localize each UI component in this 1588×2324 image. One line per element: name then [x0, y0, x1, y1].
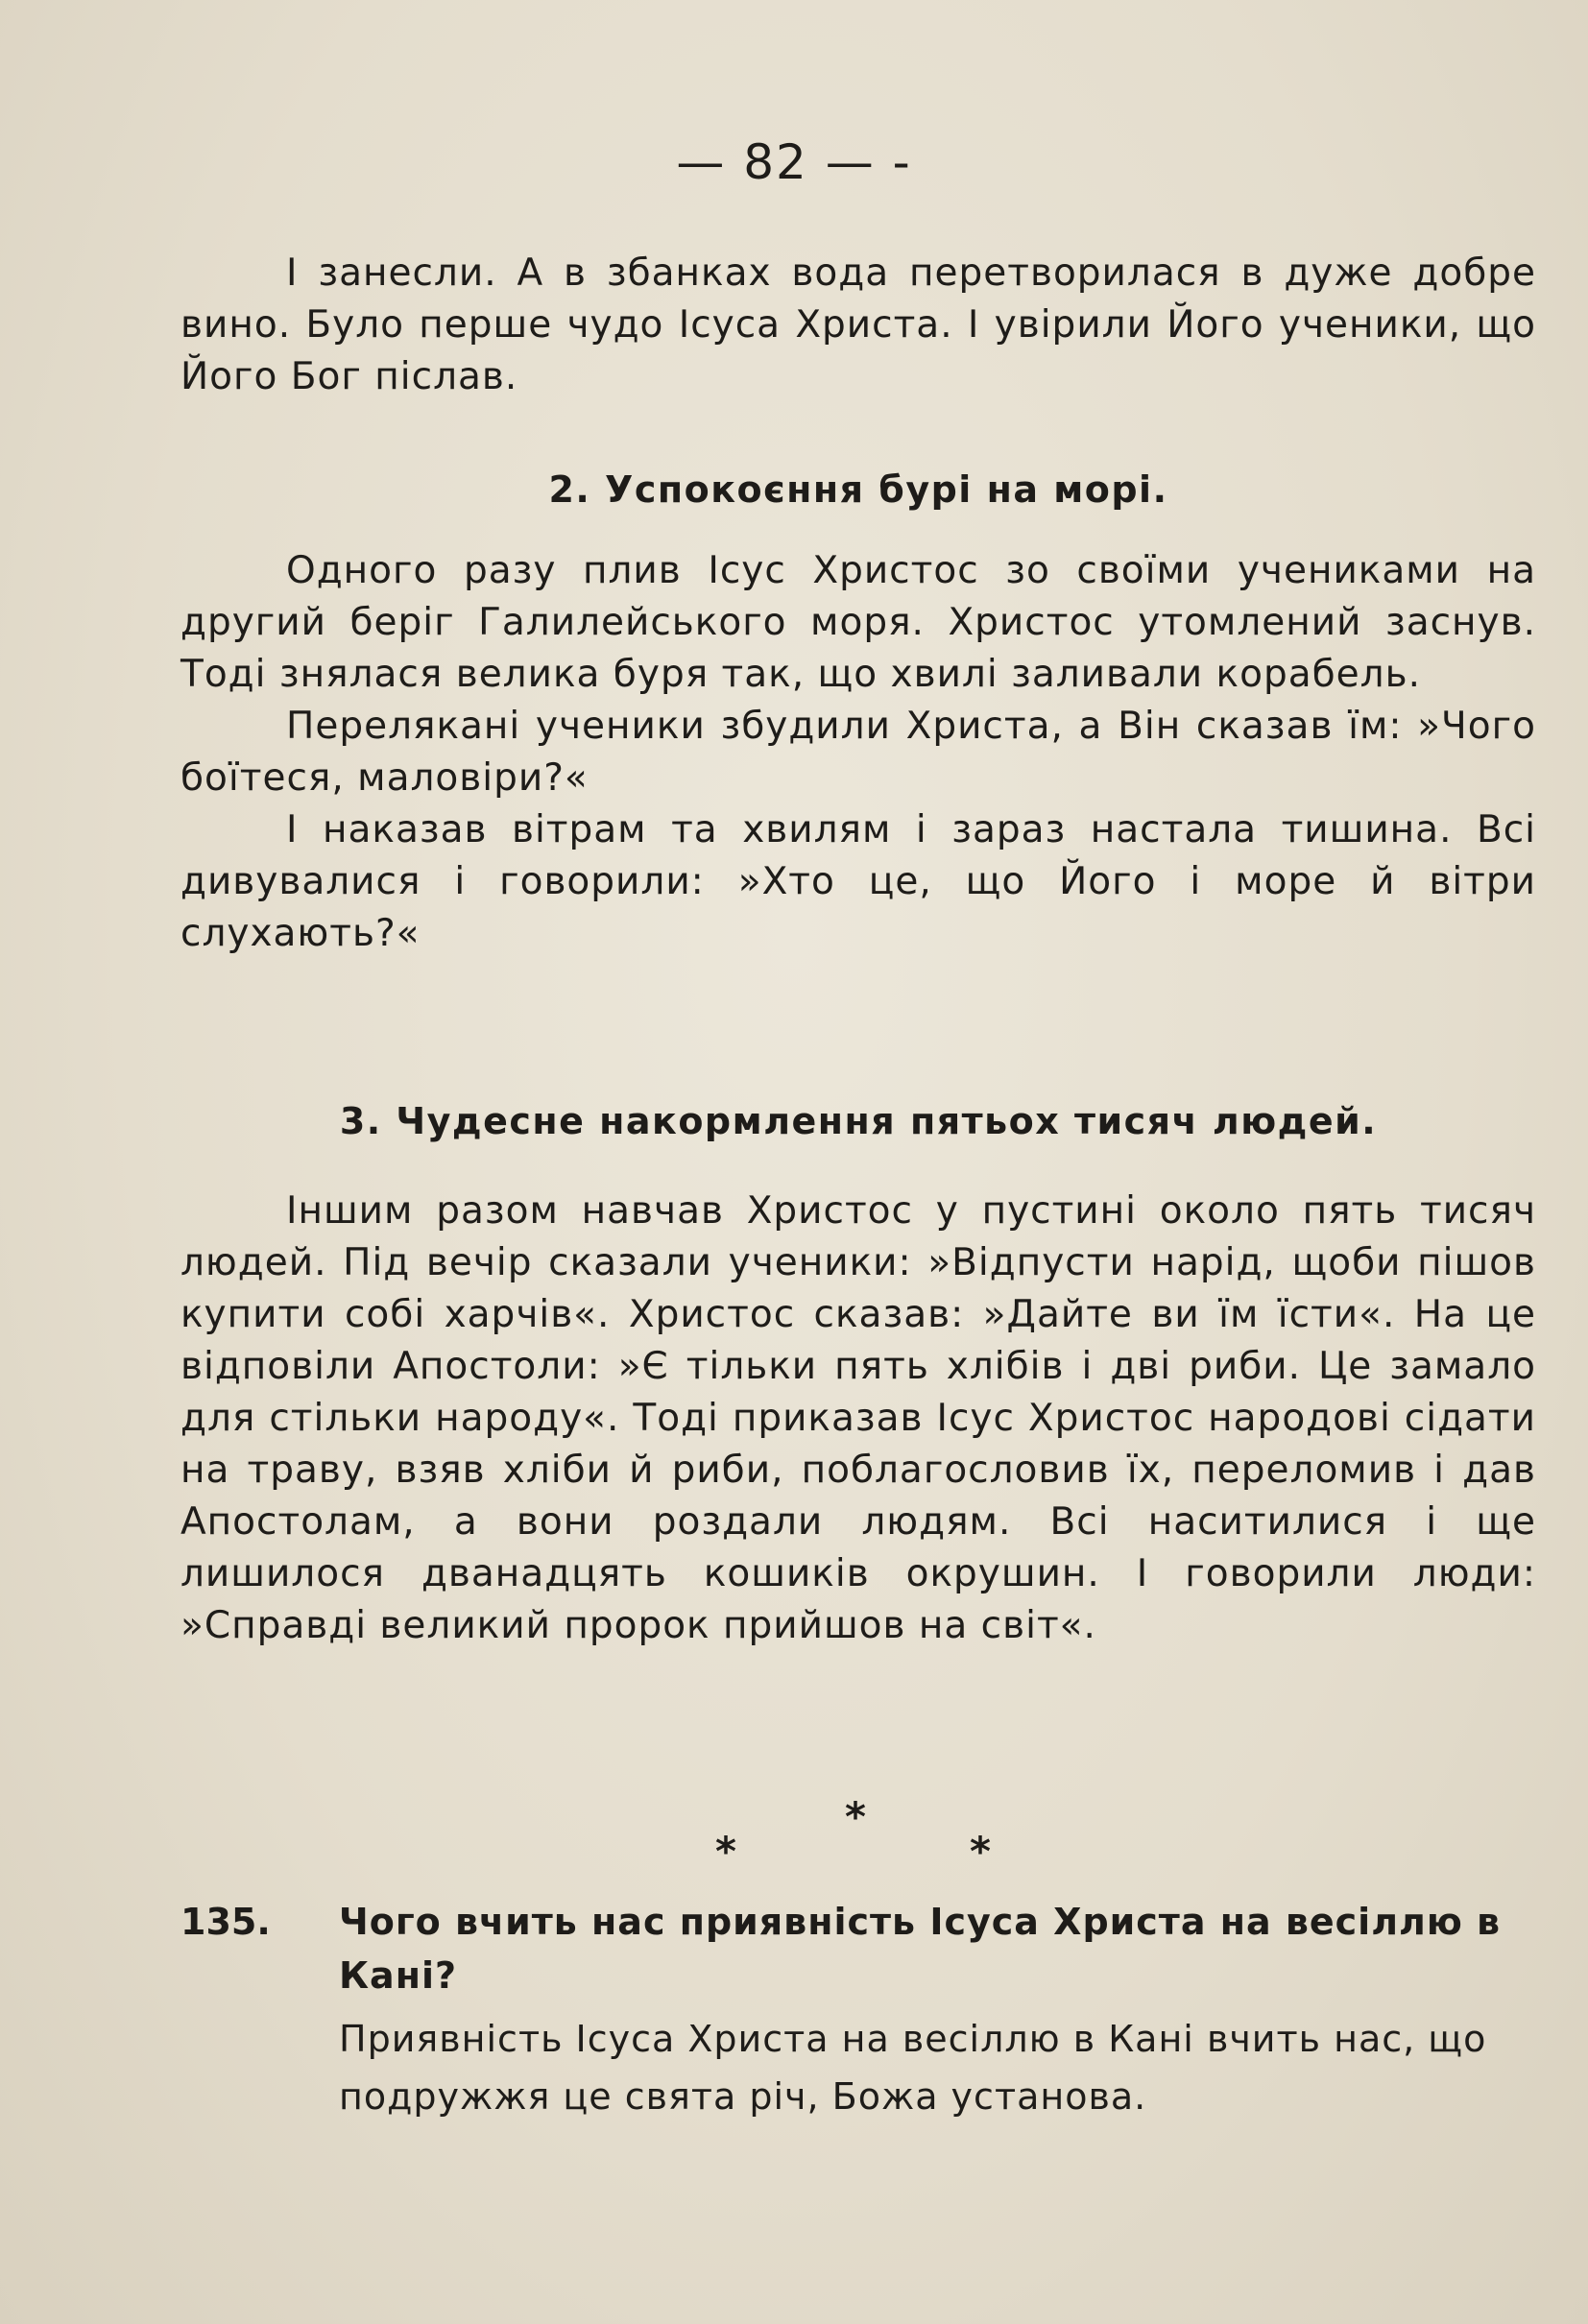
intro-text	[180, 248, 1536, 403]
question-number: 135.	[180, 1901, 271, 1943]
section-3-heading: 3. Чудесне накормлення пятьох тисяч людей.	[339, 1100, 1378, 1142]
section-3-paragraph-1: Іншим разом навчав Христос у пустині около пять тисяч людей. Під вечір сказали ученики: »Відпусти нарід, щоби пішов купити собі харчів«. Христос сказав: »Дайте ви їм їсти«. На це відповіли Апостоли: »Є тільки пять хлібів і дві риби. Це замало для стільки народу«. Тоді приказав Ісус Христос народові сідати на траву, взяв хліби й риби, поблагословив їх, переломив і дав Апостолам, а вони роздали людям. Всі наситилися і ще лишилося дванадцять кошиків окрушин. І говорили люди: »Справді великий пророк прийшов на світ«.	[180, 1189, 1536, 1647]
catechism-answer: Приявність Ісуса Христа на весіллю в Кані вчить нас, що подружжя це свята річ, Божа установа.	[339, 2018, 1487, 2118]
section-2-heading: 2. Успокоєння бурі на морі.	[548, 468, 1168, 511]
page-number: — 82 — -	[676, 134, 912, 190]
separator-star: *	[715, 1828, 736, 1875]
intro-paragraph: І занесли. А в збанках вода перетворилася в дуже добре вино. Було перше чудо Ісуса Христа. І увірили Його ученики, що Його Бог післав.	[180, 252, 1536, 398]
section-2-paragraph-1: Одного разу плив Ісус Христос зо своїми учениками на другий беріг Галилейського моря. Христос утомлений заснув. Тоді знялася велика буря так, що хвилі заливали корабель.	[180, 549, 1536, 696]
separator-star: *	[845, 1793, 866, 1840]
catechism-question	[180, 1895, 1536, 2002]
section-2-body	[180, 545, 1536, 960]
separator-star: *	[970, 1828, 991, 1875]
section-3-body	[180, 1186, 1536, 1652]
section-2-paragraph-2: Перелякані ученики збудили Христа, а Він сказав їм: »Чого боїтеся, маловіри?«	[180, 705, 1536, 800]
section-2-paragraph-3: І наказав вітрам та хвилям і зараз настала тишина. Всі дивувалися і говорили: »Хто це, що Його і море й вітри слухають?«	[180, 808, 1536, 955]
question-text: Чого вчить нас приявність Ісуса Христа на весіллю в Кані?	[339, 1901, 1502, 1997]
